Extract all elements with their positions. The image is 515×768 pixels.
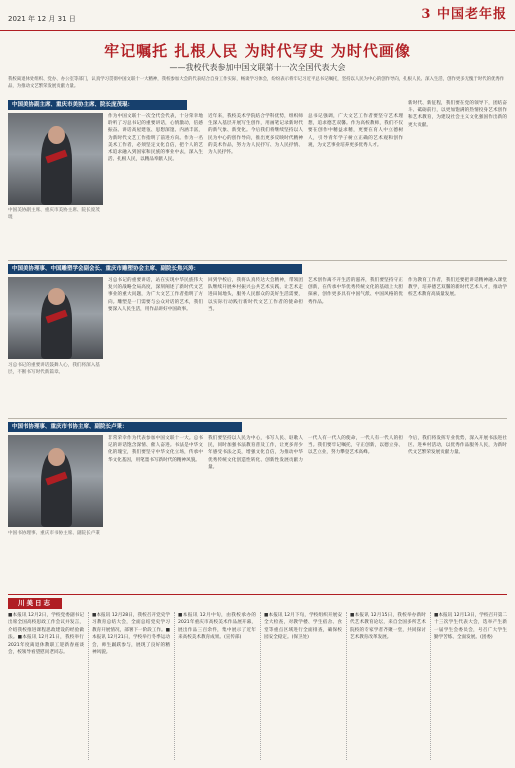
section-1-photo	[8, 113, 103, 205]
section-1-text-col-1: 作为中国文联十一次全代会代表，十分荣幸地聆听了习总书记的重要讲话，心情激动，倍感振奋。讲话高屋建瓴、思想深邃、内涵丰富，为新时代文艺工作指明了前进方向。作为一名美术工作者，必须坚定文化自信，把个人的艺术追求融入到国家和民族的事业中去，深入生活、扎根人民，以精品奉献人民。	[108, 114, 203, 163]
page-header	[0, 0, 515, 31]
section-divider	[8, 260, 507, 261]
section-2-photo	[8, 277, 103, 359]
news-heading: 川美日志	[8, 598, 62, 609]
news-column-5: ■本报讯 12月15日，我校举办新时代艺术教育论坛，来自全国多所艺术院校的专家学者齐聚一堂，共同探讨艺术教育改革发展。	[350, 613, 426, 641]
news-column-1: ■本报讯 12月2日，学校党委副书记出席全国高校思政工作会议并发言，介绍我校推进课程思政建设的经验做法。■本报讯 12月21日，我校举行2021年度离退休教职工迎新春座谈会，校领导看望慰问老同志。	[8, 613, 84, 656]
section-2-text-col-3: 艺术创作离不开生活的滋养，我们要坚持守正创新，在传承中华优秀传统文化的基础上大胆探索，创作更多具有中国气派、中国风格的优秀作品。	[308, 278, 403, 305]
column-separator	[346, 612, 347, 760]
article-lead: 我校离退休处组织、党办、办公室等部门，认真学习贯彻中国文联十一大精神，我校参加大会的代表结合自身工作实际，畅谈学习体会，纷纷表示将牢记习近平总书记嘱托，坚持以人民为中心的创作导向，扎根人民、深入生活，创作更多无愧于时代的优秀作品，为推动文艺繁荣发展贡献力量。	[8, 77, 505, 89]
news-column-3: ■本报讯 12月中旬，由我校承办的2021年重庆市高校美术作品展开幕，展出作品三百余件，集中展示了近年来高校美术教育成果。(宣传部)	[178, 613, 256, 641]
article-title: 牢记嘱托 扎根人民 为时代写史 为时代画像	[104, 42, 411, 60]
section-3-photo	[8, 435, 103, 527]
section-2-caption: 习总书记的重要讲话鼓舞人心，我们将深入基层，不断书写时代新篇章。	[8, 363, 100, 375]
section-2-text-col-2: 回到学校后，我将认真传达大会精神，带领团队继续开展乡村振兴公共艺术实践，让艺术走进田间地头，服务人民群众的美好生活需要，以实际行动践行新时代文艺工作者的使命担当。	[208, 278, 303, 312]
section-2-banner: 中国美协理事、中国雕塑学会副会长、重庆市雕塑协会主席、副院长焦兴涛：	[8, 264, 302, 274]
section-3-text-col-4: 今后，我们将发挥专业优势，深入开展书法进社区、进乡村活动，以优秀作品服务人民，为新时代文艺繁荣发展贡献力量。	[408, 436, 507, 456]
column-separator	[260, 612, 261, 760]
section-2-text-col-1: 习总书记的重要讲话，站在实现中华民族伟大复兴的战略全局高度，深刻阐述了新时代文艺事业的重大问题，为广大文艺工作者指明了方向。雕塑是一门需要与公众对话的艺术，我们要深入人民生活，用作品讲好中国故事。	[108, 278, 203, 312]
news-column-4: ■本报讯 12月下旬，学校组织开展安全大检查，对教学楼、学生宿舍、食堂等重点区域进行全面排查，确保校园安全稳定。(保卫处)	[264, 613, 342, 641]
section-1-text-col-3: 总书记强调，广大文艺工作者要坚守艺术理想，追求德艺双馨。作为高校教师，我们不仅要在创作中精益求精，更要在育人中立德树人，引导青年学子树立正确的艺术观和创作观，为文艺事业培养更多优秀人才。	[308, 114, 403, 148]
issue-date: 2021 年 12 月 31 日	[8, 15, 76, 23]
section-3-text-col-2: 我们要坚持以人民为中心，书写人民、讴歌人民，同时加强书法教育普及工作，让更多青少年感受书法之美，增强文化自信，为推动中华优秀传统文化创造性转化、创新性发展贡献力量。	[208, 436, 303, 470]
column-separator	[174, 612, 175, 760]
section-divider	[8, 418, 507, 419]
section-1-text-col-2: 近年来，我校美术学院结合学科优势，组织师生深入基层开展写生创作，用画笔记录新时代的新气象、新变化。今后我们将继续坚持以人民为中心的创作导向，推出更多反映时代精神的美术作品，努力为人民抒写、为人民抒情、为人民抒怀。	[208, 114, 303, 156]
section-3-banner: 中国书协理事、重庆市书协主席、副院长卢秉：	[8, 422, 242, 432]
section-1-text-col-4: 新时代、新征程，我们要在党的领导下，团结奋斗、砥砺前行，以更加饱满的热情投身艺术创作和艺术教育，为建设社会主义文化强国作出新的更大贡献。	[408, 101, 507, 128]
news-column-6: ■本报讯 12月13日，学校召开第二十三次学生代表大会，选举产生新一届学生会委员会，号召广大学生勤学苦练、全面发展。(团委)	[434, 613, 507, 641]
section-3-caption: 中国书协理事、重庆市书协主席、副院长卢秉	[8, 531, 100, 536]
section-1-banner: 中国美协副主席、重庆市美协主席、院长庞茂琨：	[8, 100, 187, 110]
news-divider	[8, 594, 507, 595]
newspaper-masthead: 3 中国老年报	[421, 7, 507, 22]
article-subtitle: ——我校代表参加中国文联第十一次全国代表大会	[169, 63, 346, 72]
section-3-text-col-3: 一代人有一代人的使命，一代人有一代人的担当。我们要牢记嘱托，守正创新，以德立身、以艺立业，努力攀登艺术高峰。	[308, 436, 403, 456]
column-separator	[88, 612, 89, 760]
news-column-2: ■本报讯 12月28日，我校召开党史学习教育总结大会，全面总结党史学习教育开展情况，部署下一阶段工作。■本报讯 12月21日，学校举行冬季运动会，师生踊跃参与，展现了良好的精神风貌。	[92, 613, 170, 656]
column-separator	[430, 612, 431, 760]
section-3-text-col-1: 非常荣幸作为代表参加中国文联十一大。总书记的讲话饱含深情、催人奋进。书法是中华文化的瑰宝，我们要坚守中华文化立场，传承中华文化基因，用笔墨书写新时代的精神风貌。	[108, 436, 203, 463]
section-1-caption: 中国美协副主席、重庆市美协主席、院长庞茂琨	[8, 208, 100, 220]
section-2-text-col-4: 作为教育工作者，我们还要把讲话精神融入课堂教学，培养德艺双馨的新时代艺术人才，推动学校艺术教育高质量发展。	[408, 278, 507, 298]
